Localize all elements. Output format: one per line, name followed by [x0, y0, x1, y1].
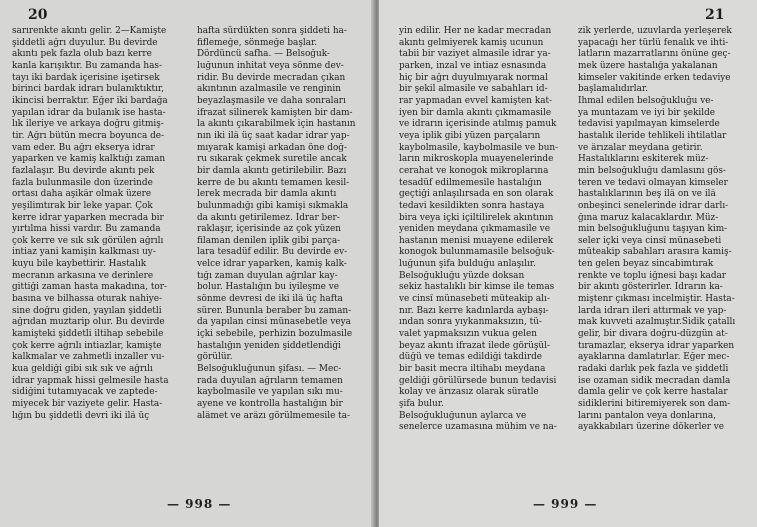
right-column-2: [578, 26, 748, 434]
text-line: lerek mecrada bir damla akıntı: [197, 189, 337, 200]
text-line: konogok bulunmamasile belsoğuk-: [399, 247, 555, 258]
text-line: ayene ve kontrolla hastalığın bir: [197, 399, 343, 409]
text-line: tesadüf edilmemesile hastalığın: [399, 177, 542, 188]
text-line: luğunun şifa bulduğu anlaşılır.: [399, 259, 536, 270]
text-line: tedavi kesildikten sonra hastaya: [399, 200, 545, 211]
text-line: kamişteki şiddetli iltihap sebebile: [12, 329, 164, 340]
text-line: ise ozaman sidik mecradan damla: [578, 375, 731, 386]
text-line: yeniden meydana çıkmamasile ve: [399, 224, 550, 235]
text-line: akıntı gelmiyerek kamiş ucunun: [399, 37, 544, 48]
text-line: müteakip sabahları arasıra kamiş-: [578, 247, 732, 258]
left-page-top-number: 20: [28, 7, 48, 23]
text-line: sarırenkte akıntı gelir. 2—Kamişte: [12, 26, 167, 36]
text-line: yaparken ve kamiş kalktığı zaman: [12, 154, 166, 165]
text-line: yapacağı her türlü fenalık ve ihti-: [578, 37, 729, 48]
text-line: zik yerlerde, uzuvlarda yerleşerek: [578, 26, 732, 36]
text-line: mek üzere hastalığa yakalanan: [578, 60, 718, 71]
text-line: ortası daha aşikâr olmak üzere: [12, 189, 152, 200]
text-line: Belsoğukluğu yüzde doksan: [399, 270, 525, 281]
text-line: nın iki ilâ üç saat kadar idrar yap-: [197, 130, 350, 141]
text-line: düğü ve temas edildiği takdirde: [399, 352, 543, 363]
text-line: şifa bulur.: [399, 399, 444, 409]
text-line: tir. Ağrı bütün mecra boyunca de-: [12, 130, 165, 141]
text-line: Hastalıklarını eskiterek müz-: [578, 154, 709, 165]
text-line: yeşilimtırak bir leke yapar. Çok: [12, 200, 153, 211]
text-line: sidiklerini bitiremiyerek son dam-: [578, 399, 731, 409]
text-line: bira veya içki içiltilirelek akıntının: [399, 212, 554, 223]
text-line: tığı zaman duyulan ağrılar kay-: [197, 270, 338, 281]
text-line: Belsoğukluğunun aylarca ve: [399, 410, 527, 421]
text-line: la akıntı çıkarabilmek için hastanın: [197, 119, 356, 130]
text-line: bir damla akıntı getirilebilir. Bazı: [197, 165, 347, 176]
text-line: kanla karışıktır. Bu zamanda has-: [12, 60, 162, 71]
text-line: da yapılan cinsi münasebetle veya: [197, 317, 351, 328]
text-line: Belsoğukluğunun şifası. — Mec-: [197, 364, 342, 375]
left-page-bottom-number: — 998 —: [167, 497, 232, 511]
text-line: ayaklarına damlatırlar. Eğer mec-: [578, 352, 730, 363]
text-line: İhmal edilen belsoğukluğu ve-: [578, 95, 714, 106]
text-line: bir akıntı gösterirler. İdrarın ka-: [578, 282, 723, 293]
text-line: senelerce uzamasına mühim ve na-: [399, 422, 557, 433]
text-line: rada duyulan ağrıların temamen: [197, 375, 343, 386]
text-line: veya iplik gibi yüzen parçaların: [399, 130, 541, 141]
text-line: kolay ve ârızasız olarak süratle: [399, 387, 539, 398]
text-line: kerre idrar yaparken mecrada bir: [12, 212, 164, 223]
text-line: kaybolmasile ve yapılan sıkı mu-: [197, 387, 343, 398]
text-line: yin edilir. Her ne kadar mecradan: [399, 26, 552, 36]
text-line: ve cinsî münasebeti müteakip alı-: [399, 294, 550, 305]
text-line: gelir, bir divara doğru-düzgün at-: [578, 329, 728, 340]
text-line: sönme devresi de iki ilâ üç hafta: [197, 294, 343, 305]
text-line: sine doğru giden, yayılan şiddetli: [12, 305, 162, 316]
text-line: beyazlaşmasile ve daha sonraları: [197, 95, 346, 106]
text-line: basına ve bilhassa oturak nahiye-: [12, 294, 163, 305]
text-line: lara tesadüf edilir. Bu devirde ev-: [197, 247, 348, 258]
text-line: mak kuvveti azalmıştır.Sidik çatallı: [578, 317, 736, 328]
text-line: kua geldiği gibi sık sık ve ağrılı: [12, 364, 153, 375]
left-column-1: [12, 26, 180, 422]
text-line: içki sebebile, perhizin bozulmasile: [197, 329, 353, 340]
text-line: çok kerre ve sık sık görülen ağrılı: [12, 235, 164, 246]
right-page-bottom-number: — 999 —: [533, 497, 598, 511]
text-line: birinci bardak idrarı bulanıktıktır,: [12, 84, 165, 95]
text-line: bir basit mecra iltihabı meydana: [399, 364, 546, 375]
text-line: iyen bir damla akıntı çıkmamasile: [399, 107, 552, 118]
text-line: tedavisi yapılmayan kimselerde: [578, 119, 720, 130]
text-line: lığın bu şiddetli devri iki ilâ üç: [12, 410, 150, 421]
text-line: cerahat ve konogok mikroplarına: [399, 165, 549, 176]
text-line: ikincisi berraktır. Eğer iki bardağa: [12, 95, 168, 106]
text-line: seler içki veya cinsî münasebeti: [578, 235, 722, 246]
text-line: hastalığın yeniden şiddetlendiği: [197, 340, 341, 351]
text-line: ağrıdan muztarip olur. Bu devirde: [12, 317, 165, 328]
text-line: renkte ve toplu iğnesi başı kadar: [578, 270, 727, 281]
text-line: kalkmalar ve zahmetli inzaller vu-: [12, 352, 165, 363]
text-line: çok kerre ağrılı intiazlar, kamişte: [12, 340, 162, 351]
text-line: raklaşır, içerisinde az çok yüzen: [197, 224, 342, 235]
text-line: Dördüncü safha. — Belsoğuk-: [197, 49, 330, 60]
text-line: ayakkabıları üzerine dökerler ve: [578, 422, 725, 433]
text-line: latların mazarratlarını önüne geç-: [578, 49, 731, 60]
text-line: valet yapmaksızın vukua gelen: [399, 329, 537, 340]
text-line: geçtiği anlaşılırsada en son olarak: [399, 189, 554, 200]
text-line: fiflemeğe, sönmeğe başlar.: [197, 37, 318, 48]
text-line: velce idrar yaparken, kamiş kalk-: [197, 259, 347, 270]
text-line: miyecek bir vaziyete gelir. Hasta-: [12, 399, 163, 409]
text-line: mıyarak kamişi arkadan öne doğ-: [197, 142, 347, 153]
text-line: min belsoğukluğunu taşıyan kim-: [578, 224, 728, 235]
text-line: fazlalaşır. Bu devirde akıntı pek: [12, 165, 155, 176]
text-line: akıntı pek fazla olub bazı kerre: [12, 49, 152, 60]
text-line: ridir. Bu devirde mecradan çıkan: [197, 72, 346, 83]
text-line: luğunun inhitat veya sönme dev-: [197, 60, 344, 71]
text-line: kaybolmasile, kaybolmasile ve bun-: [399, 142, 559, 153]
text-line: parken, inzal ve intiaz esnasında: [399, 60, 547, 71]
left-column-2: [197, 26, 365, 422]
text-line: yırtılma hissi vardır. Bu zamanda: [12, 224, 161, 235]
right-page-top-number: 21: [705, 7, 725, 23]
text-line: filaman denilen iplik gibi parça-: [197, 235, 341, 246]
text-line: bir şekil almasile ve sabahları id-: [399, 84, 548, 95]
left-page: [0, 0, 373, 527]
text-line: bulunmadığı gibi kamişi sıkmakla: [197, 200, 349, 211]
text-line: radaki darlık pek fazla ve şiddetli: [578, 364, 729, 375]
text-line: tayı iki bardak içerisine işetirsek: [12, 72, 160, 83]
text-line: hastalıklarının beş ilâ on ve ilâ: [578, 189, 716, 200]
text-line: mecranın arkasına ve derinlere: [12, 270, 154, 281]
text-line: sürer. Bununla beraber bu zaman-: [197, 305, 352, 316]
text-line: intiaz yani kamişin kalkması uy-: [12, 247, 156, 258]
text-line: tabii bir vaziyet almasile idrar ya-: [399, 49, 551, 60]
text-line: nır. Bazı kerre kadınlarda aybaşı-: [399, 305, 549, 316]
text-line: kerre de bu akıntı temamen kesil-: [197, 177, 350, 188]
text-line: onbeşinci senelerinde idrar darlı-: [578, 200, 729, 211]
text-line: tıramazlar, ekserya idrar yaparken: [578, 340, 735, 351]
text-line: yapılan idrar da bulanık ise hasta-: [12, 107, 166, 118]
text-line: ğına maruz kalacaklardır. Müz-: [578, 212, 719, 223]
text-line: başlamalıdırlar.: [578, 84, 649, 95]
text-line: gittiği zaman hasta makadına, tor-: [12, 282, 167, 293]
text-line: ve idrarın içerisinde atılmış pamuk: [399, 119, 557, 130]
text-line: miştenr çıkması incelmiştir. Hasta-: [578, 294, 735, 305]
text-line: alâmet ve arâzı görülmemesile ta-: [197, 410, 351, 421]
text-line: teren ve tedavi olmayan kimseler: [578, 177, 728, 188]
text-line: ifrazat silinerek kamişten bir dam-: [197, 107, 353, 118]
text-line: görülür.: [197, 352, 233, 363]
text-line: ve ârızalar meydana getirir.: [578, 142, 703, 153]
text-line: hastalık ileride tehlikeli ihtilatlar: [578, 130, 727, 141]
text-line: ten gelen beyaz sincabimtırak: [578, 259, 714, 270]
text-line: hafta sürdükten sonra şiddeti ha-: [197, 26, 347, 36]
text-line: rar yapmadan evvel kamişten kat-: [399, 95, 553, 106]
text-line: ından sonra yıykanmaksızın, tü-: [399, 317, 542, 328]
text-line: geldiği görülürsede bunun tedavisi: [399, 375, 557, 386]
text-line: ya muntazam ve iyi bir şekilde: [578, 107, 716, 118]
text-line: akıntının azalmasile ve renginin: [197, 84, 341, 95]
text-line: vam eder. Bu ağrı ekserya idrar: [12, 142, 155, 153]
text-line: ların mikroskopla muayenelerinde: [399, 154, 554, 165]
text-line: fazla bulunmasile don üzerinde: [12, 177, 153, 188]
text-line: beyaz akıntı ifrazat ilede görüşül-: [399, 340, 550, 351]
text-line: bolur. Hastalığın bu iyileşme ve: [197, 282, 339, 293]
right-column-1: [399, 26, 567, 434]
text-line: sekiz hastalıklı bir kimse ile temas: [399, 282, 555, 293]
text-line: hastanın menisi muayene edilerek: [399, 235, 554, 246]
right-page: [379, 0, 757, 527]
text-line: ru sıkarak çekmek suretile ancak: [197, 154, 347, 165]
text-line: min belsoğukluğu damlasını gös-: [578, 165, 726, 176]
text-line: da akıntı getirilemez. İdrar ber-: [197, 212, 340, 223]
text-line: şiddetli ağrı duyulur. Bu devirde: [12, 37, 158, 48]
text-line: sidiğini tutamıyacak ve zaptede-: [12, 387, 158, 398]
text-line: damla gelir ve çok kerre hastalar: [578, 387, 728, 398]
text-line: kuyu bile kaybettirir. Hastalık: [12, 259, 147, 270]
text-line: larını pantalon veya donlarına,: [578, 410, 717, 421]
text-line: kimseler vakitinde erken tedaviye: [578, 72, 731, 83]
text-line: larda idrarı ileri attırmak ve yap-: [578, 305, 727, 316]
text-line: hiç bir ağrı duyulmıyarak normal: [399, 72, 548, 83]
text-line: lık ileriye ve arkaya doğru gitmiş-: [12, 119, 164, 130]
text-line: idrar yapmak hissi gelmesile hasta: [12, 375, 169, 386]
